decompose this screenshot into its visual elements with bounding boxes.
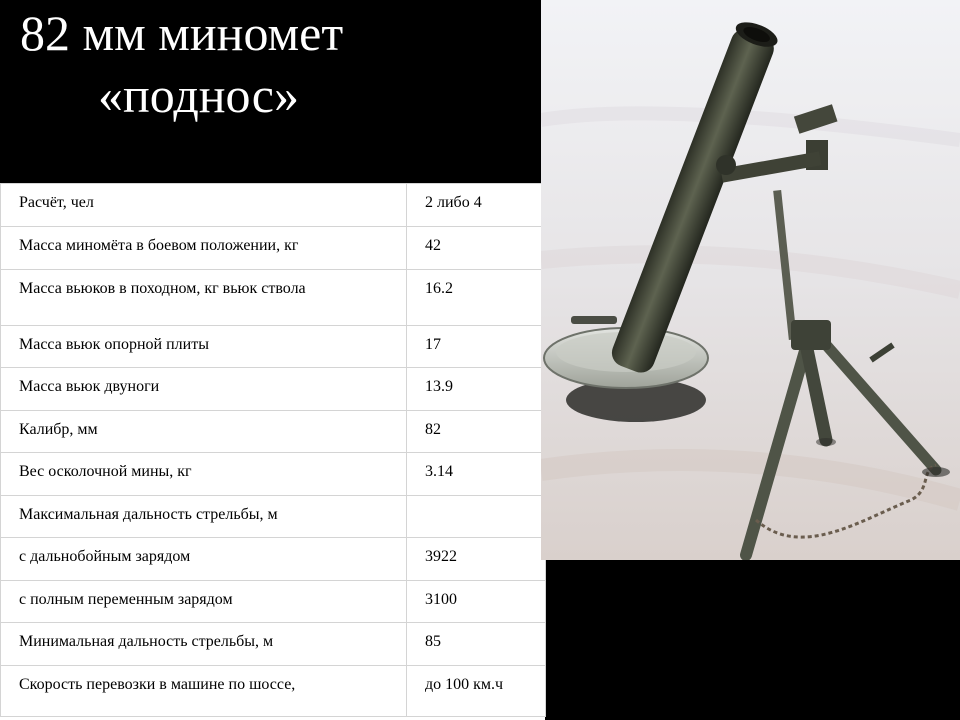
table-row bbox=[1, 368, 546, 411]
spec-label: Масса вьюков в походном, кг вьюк ствола bbox=[1, 270, 407, 326]
spec-value: 13.9 bbox=[407, 368, 546, 411]
spec-label: Масса вьюк двуноги bbox=[1, 368, 407, 411]
table-row bbox=[1, 453, 546, 496]
spec-label: Калибр, мм bbox=[1, 411, 407, 453]
spec-value: 2 либо 4 bbox=[407, 184, 546, 227]
spec-label: Минимальная дальность стрельбы, м bbox=[1, 623, 407, 666]
mortar-illustration bbox=[541, 0, 960, 560]
spec-label: с полным переменным зарядом bbox=[1, 581, 407, 623]
spec-value: 17 bbox=[407, 326, 546, 368]
spec-value: 82 bbox=[407, 411, 546, 453]
table-row bbox=[1, 184, 546, 227]
slide-title-line-2: «поднос» bbox=[98, 67, 299, 123]
table-row bbox=[1, 666, 546, 717]
spec-value: 16.2 bbox=[407, 270, 546, 326]
spec-value: 42 bbox=[407, 227, 546, 270]
table-row bbox=[1, 326, 546, 368]
spec-label: Расчёт, чел bbox=[1, 184, 407, 227]
spec-value: до 100 км.ч bbox=[407, 666, 546, 717]
table-row bbox=[1, 227, 546, 270]
spec-value: 3922 bbox=[407, 538, 546, 581]
specs-table bbox=[0, 183, 546, 717]
spec-label: Масса вьюк опорной плиты bbox=[1, 326, 407, 368]
spec-value bbox=[407, 496, 546, 538]
slide-title bbox=[20, 2, 343, 126]
spec-value: 3100 bbox=[407, 581, 546, 623]
spec-value: 3.14 bbox=[407, 453, 546, 496]
slide-title-line-1: 82 мм миномет bbox=[20, 5, 344, 61]
spec-label: с дальнобойным зарядом bbox=[1, 538, 407, 581]
specs-table-container bbox=[0, 183, 545, 720]
table-row bbox=[1, 538, 546, 581]
table-row bbox=[1, 581, 546, 623]
mortar-photo bbox=[541, 0, 960, 560]
spec-value: 85 bbox=[407, 623, 546, 666]
table-row bbox=[1, 623, 546, 666]
spec-label: Скорость перевозки в машине по шоссе, bbox=[1, 666, 407, 717]
table-row bbox=[1, 496, 546, 538]
spec-label: Максимальная дальность стрельбы, м bbox=[1, 496, 407, 538]
spec-label: Вес осколочной мины, кг bbox=[1, 453, 407, 496]
spec-label: Масса миномёта в боевом положении, кг bbox=[1, 227, 407, 270]
table-row bbox=[1, 411, 546, 453]
table-row bbox=[1, 270, 546, 326]
